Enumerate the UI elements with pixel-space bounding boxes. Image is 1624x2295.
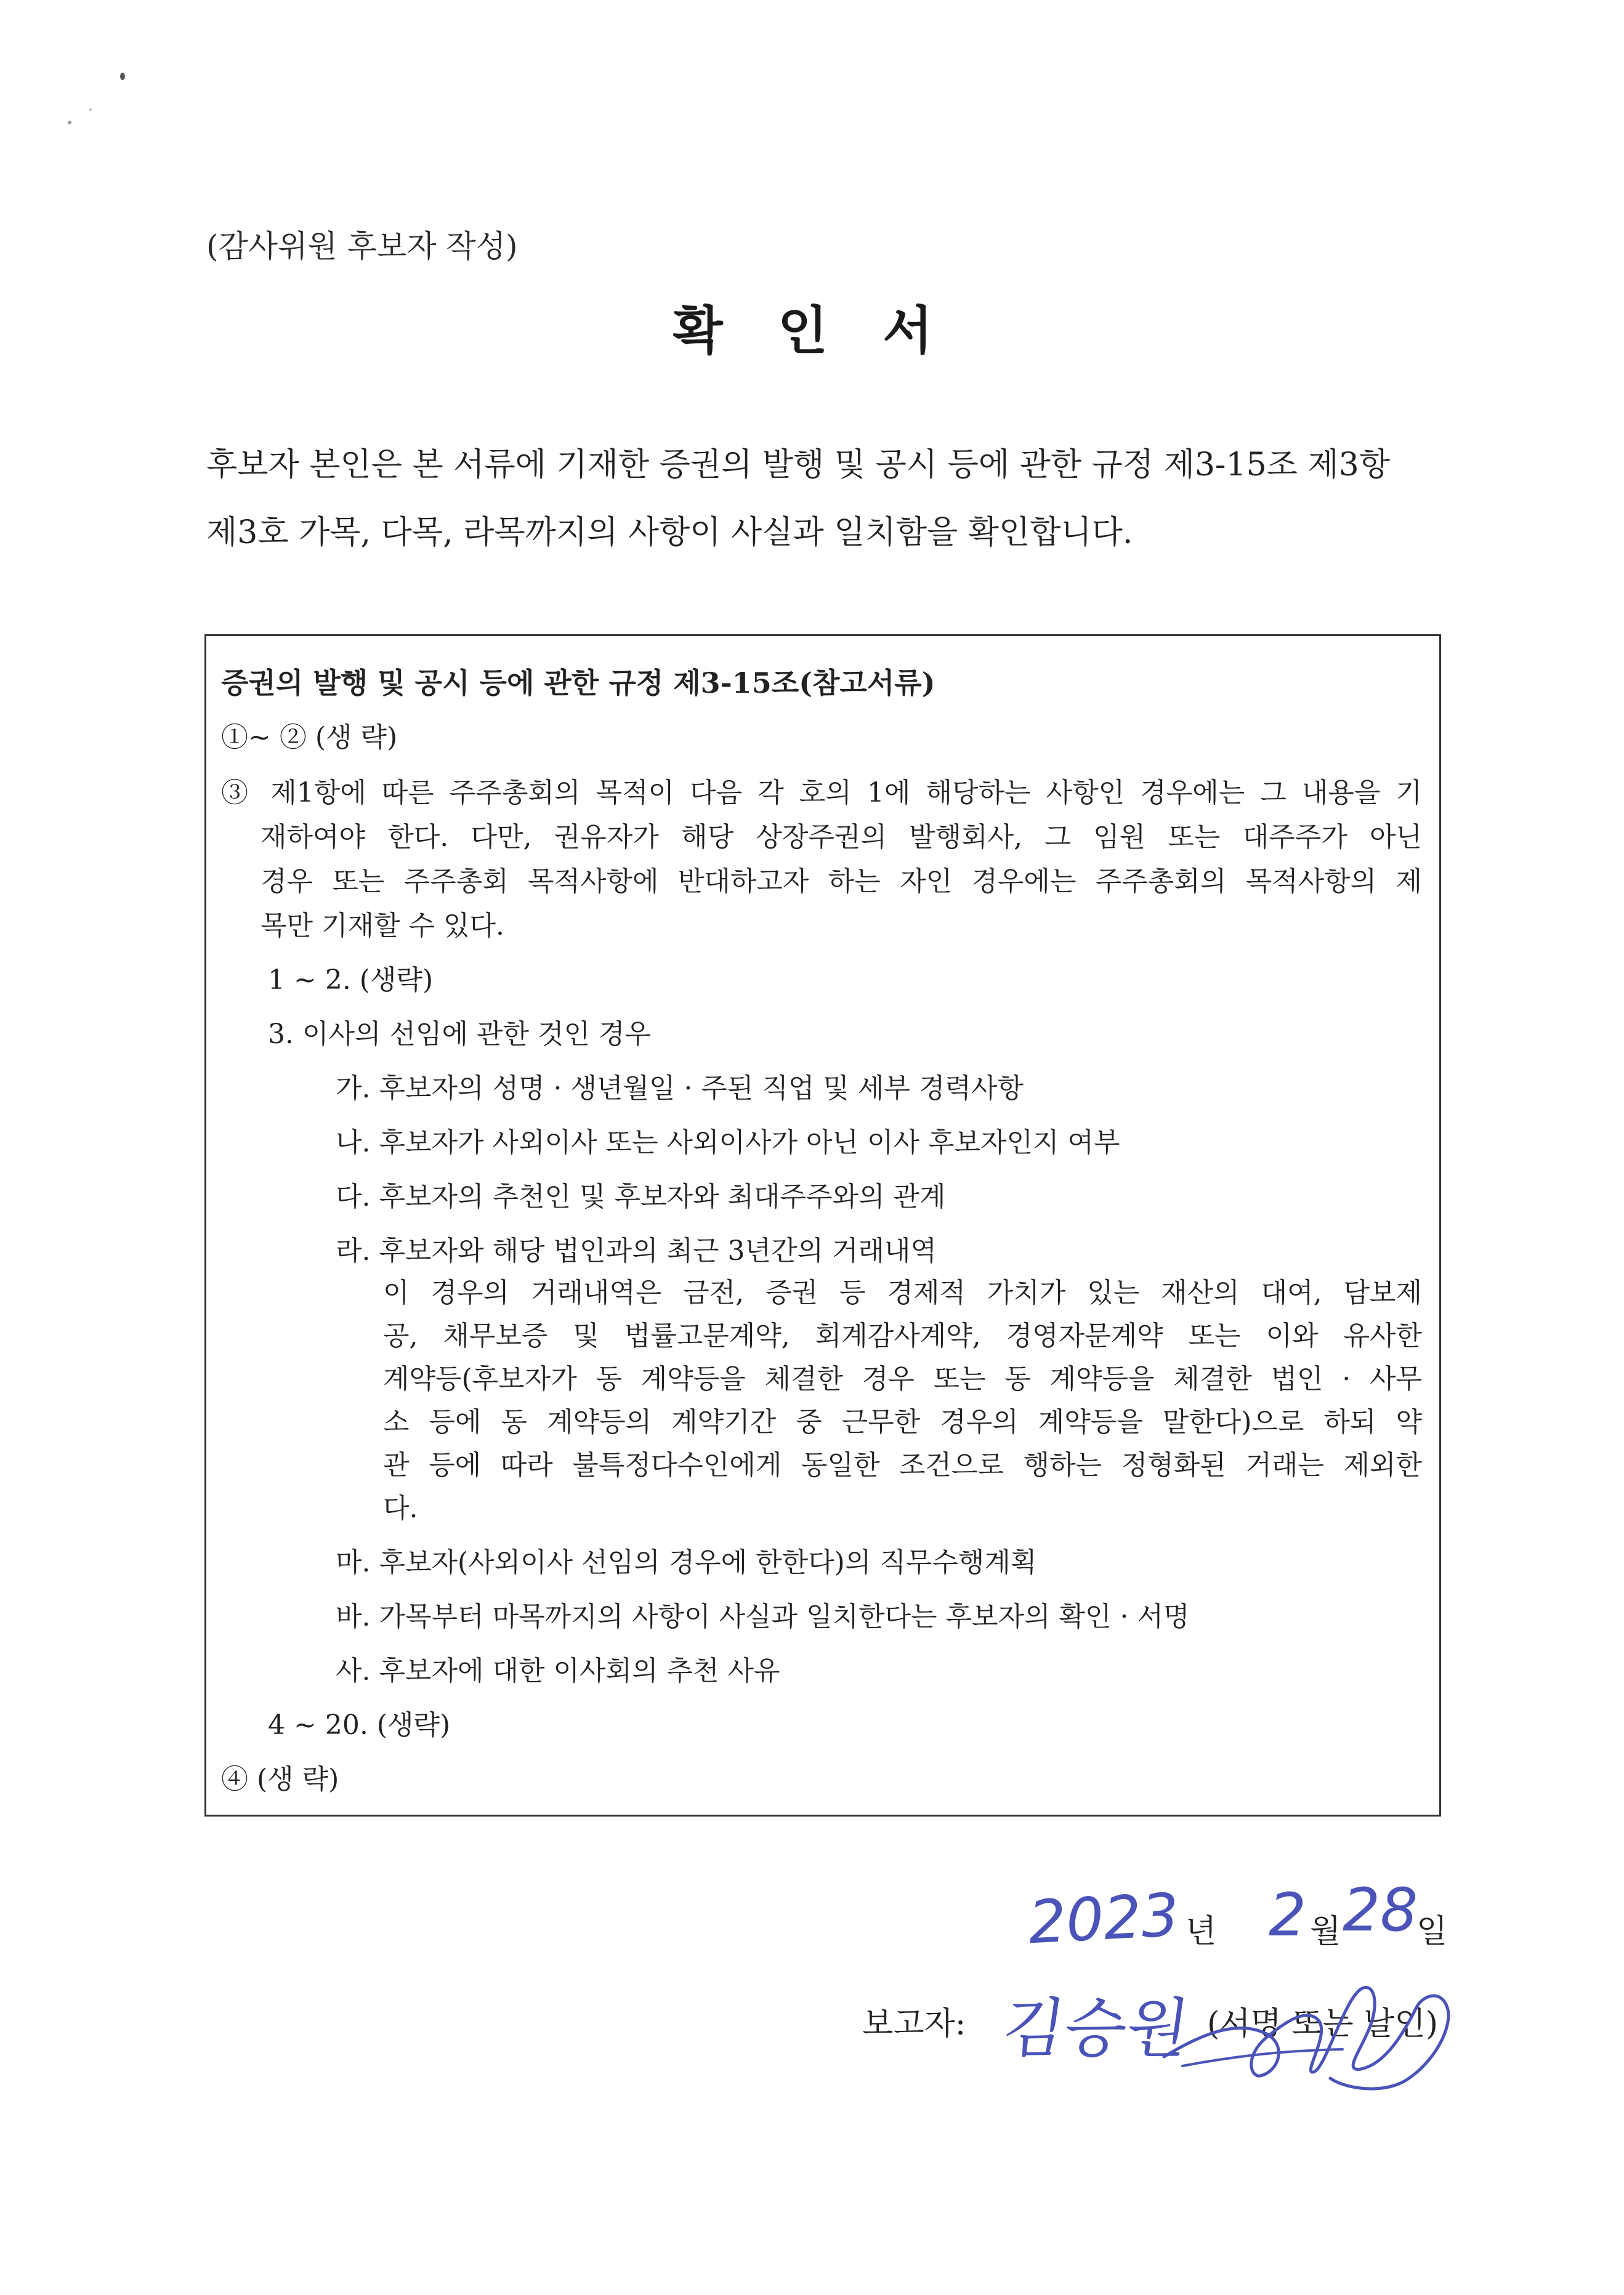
handwritten-day: 28 <box>1343 1876 1418 1945</box>
scan-speck <box>120 73 125 80</box>
handwritten-name: 김승원 <box>998 1991 1194 2066</box>
ra-detail-line: 공, 채무보증 및 법률고문계약, 회계감사계약, 경영자문계약 또는 이와 유사한 <box>383 1320 1422 1352</box>
sign-note: (서명 또는 날인) <box>1207 2006 1439 2043</box>
sub-item-3: 3. 이사의 선임에 관한 것인 경우 <box>268 1018 651 1050</box>
day-unit: 일 <box>1416 1913 1448 1950</box>
handwritten-year: 2023 <box>1027 1880 1181 1958</box>
regulation-box <box>204 634 1441 1817</box>
sub-item-1-2: 1 ~ 2. (생략) <box>268 964 434 996</box>
sub-item-ma: 마. 후보자(사외이사 선임의 경우에 한한다)의 직무수행계획 <box>336 1547 1037 1578</box>
ra-detail-line: 관 등에 따라 불특정다수인에게 동일한 조건으로 행하는 정형화된 거래는 제외한 <box>383 1450 1422 1481</box>
form-subtitle: (감사위원 후보자 작성) <box>206 228 518 264</box>
sub-item-da: 다. 후보자의 추천인 및 후보자와 최대주주와의 관계 <box>336 1181 946 1212</box>
ra-detail-line: 계약등(후보자가 동 계약등을 체결한 경우 또는 동 계약등을 체결한 법인 · 사무 <box>383 1363 1422 1395</box>
ra-detail-line: 이 경우의 거래내역은 금전, 증권 등 경제적 가치가 있는 재산의 대여, 담보제 <box>383 1277 1422 1309</box>
regulation-item-3-line: 목만 기재할 수 있다. <box>261 910 504 942</box>
confirmation-statement <box>206 431 1438 567</box>
sub-item-sa: 사. 후보자에 대한 이사회의 추천 사유 <box>336 1655 780 1687</box>
ra-detail-line: 소 등에 동 계약등의 계약기간 중 근무한 경우의 계약등을 말한다)으로 하되 약 <box>383 1406 1422 1438</box>
year-unit: 년 <box>1186 1913 1217 1950</box>
statement-line: 후보자 본인은 본 서류에 기재한 증권의 발행 및 공시 등에 관한 규정 제3-15조 제3항 <box>206 446 1390 483</box>
statement-line: 제3호 가목, 다목, 라목까지의 사항이 사실과 일치함을 확인합니다. <box>206 514 1133 551</box>
sub-item-ba: 바. 가목부터 마목까지의 사항이 사실과 일치한다는 후보자의 확인 · 서명 <box>336 1601 1190 1632</box>
scan-speck <box>68 121 71 124</box>
sub-item-ra: 라. 후보자와 해당 법인과의 최근 3년간의 거래내역 <box>336 1235 937 1267</box>
regulation-item-3-line: 재하여야 한다. 다만, 권유자가 해당 상장주권의 발행회사, 그 임원 또는 대주주가 아닌 <box>261 821 1422 853</box>
regulation-heading: 증권의 발행 및 공시 등에 관한 규정 제3-15조(참고서류) <box>221 666 935 700</box>
signature-scribble <box>1158 1964 1478 2106</box>
month-unit: 월 <box>1310 1913 1341 1950</box>
signature-row <box>862 1964 1478 2106</box>
handwritten-month: 2 <box>1269 1881 1307 1950</box>
regulation-item-1-2: ①~ ② (생 략) <box>221 722 398 753</box>
regulation-item-3-line: ③ 제1항에 따른 주주총회의 목적이 다음 각 호의 1에 해당하는 사항인 경우에는 그 내용을 기 <box>221 777 1422 809</box>
regulation-item-4: ④ (생 략) <box>221 1764 339 1795</box>
scan-speck <box>89 108 92 111</box>
ra-detail-line: 다. <box>383 1493 418 1524</box>
sub-item-ga: 가. 후보자의 성명 · 생년월일 · 주된 직업 및 세부 경력사항 <box>336 1073 1024 1104</box>
sub-item-na: 나. 후보자가 사외이사 또는 사외이사가 아닌 이사 후보자인지 여부 <box>336 1127 1120 1158</box>
reporter-label: 보고자: <box>862 2006 966 2043</box>
signature-date <box>1010 1876 1453 1958</box>
sub-item-4-20: 4 ~ 20. (생략) <box>268 1709 451 1741</box>
regulation-item-3-line: 경우 또는 주주총회 목적사항에 반대하고자 하는 자인 경우에는 주주총회의 목적사항의 제 <box>261 866 1422 897</box>
document-title: 확 인 서 <box>673 300 951 361</box>
